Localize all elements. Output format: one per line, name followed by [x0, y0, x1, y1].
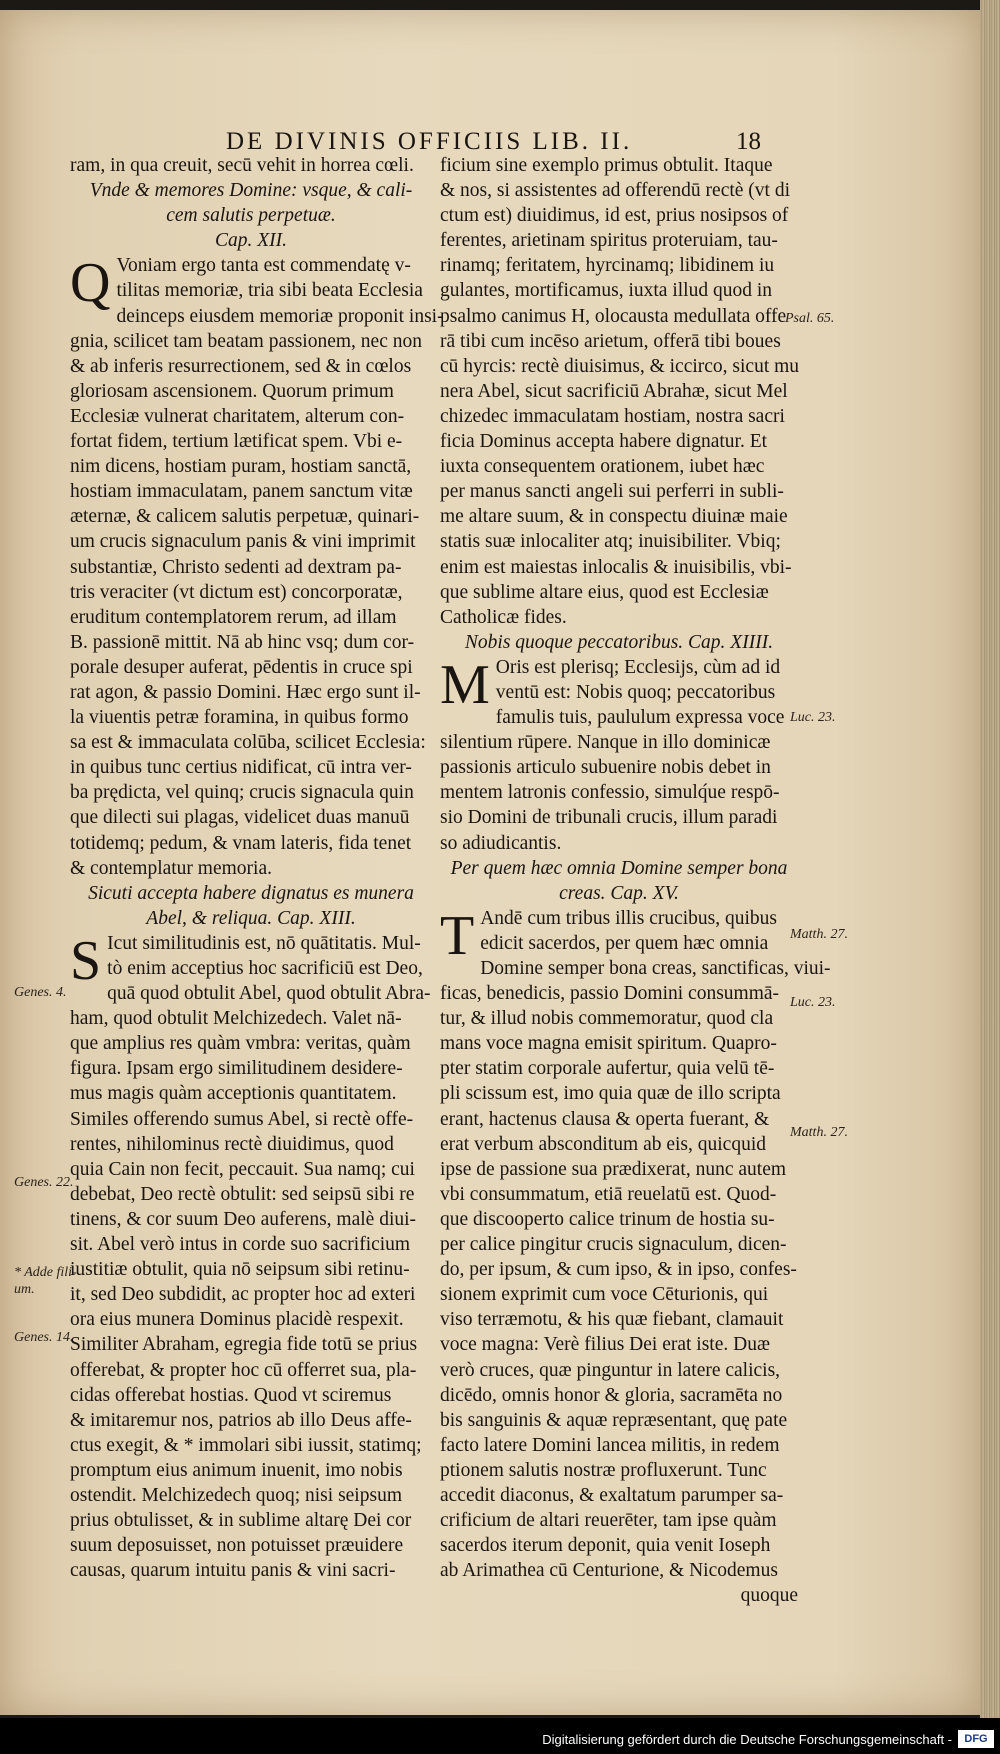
line-text: nera Abel, sicut sacrificiū Abrahæ, sicut Mel [440, 380, 788, 402]
line-text: dicēdo, omnis honor & gloria, sacramēta no [440, 1384, 783, 1406]
line-text: la viuentis petræ foramina, in quibus formo [70, 707, 409, 729]
line-text: iuxta consequentem orationem, iubet hæc [440, 456, 765, 478]
text-line [70, 304, 444, 329]
line-text: viso terræmotu, & his quæ fiebant, clamauit [440, 1309, 784, 1331]
line-text: promptum eius animum inuenit, imo nobis [70, 1459, 403, 1481]
line-text: gnia, scilicet tam beatam passionem, nec non [70, 330, 422, 352]
line-text: facto latere Domini lancea militis, in redem [440, 1434, 780, 1456]
line-text: so adiudicantis. [440, 832, 562, 854]
line-text: gulantes, mortificamus, iuxta illud quod in [440, 280, 772, 302]
margin-note-luke: Luc. 23. [790, 710, 836, 725]
line-text: ram, in qua creuit, secū vehit in horrea cœli. [70, 155, 414, 176]
line-text: ctum est) diuidimus, id est, prius nosipsos of [440, 205, 789, 227]
line-text: substantiæ, Christo sedenti ad dextram pa- [70, 556, 402, 578]
text-line [70, 404, 432, 429]
dfg-logo: DFG [958, 1730, 994, 1748]
line-text: tur, & illud nobis commemoratur, quod cla [440, 1008, 774, 1030]
line-text: me altare suum, & in conspectu diuinæ maie [440, 506, 788, 528]
text-line [440, 1408, 798, 1433]
margin-note-genesis-2: Genes. 22. [14, 1175, 74, 1190]
text-line [440, 1383, 798, 1408]
line-text: voce magna: Verè filius Dei erat iste. Duæ [440, 1334, 770, 1356]
line-text: mentem latronis confessio, simulq́ue respō- [440, 782, 780, 804]
text-line [70, 981, 432, 1006]
drop-initial: M [440, 653, 490, 716]
page-number: 18 [736, 128, 761, 155]
text-line [70, 1508, 432, 1533]
line-text: B. passionē mittit. Nā ab hinc vsq; dum cor- [70, 631, 415, 653]
line-text: causas, quarum intuitu panis & vini sacri- [70, 1560, 396, 1582]
line-text: quā quod obtulit Abel, quod obtulit Abra- [107, 983, 431, 1005]
text-line [440, 278, 798, 303]
text-line [440, 1207, 798, 1232]
text-line [70, 1383, 432, 1408]
text-line [440, 805, 798, 830]
text-line [440, 379, 798, 404]
line-text: ptionem salutis nostræ profluxerunt. Tunc [440, 1459, 767, 1481]
text-line [70, 1458, 432, 1483]
text-line [440, 705, 798, 730]
line-text: nim dicens, hostiam puram, hostiam sanctā, [70, 456, 412, 478]
text-line [440, 605, 798, 630]
text-line [70, 1056, 432, 1081]
line-text: sit. Abel verò intus in corde suo sacrificium [70, 1234, 411, 1256]
text-line [440, 1433, 798, 1458]
line-text: que sublime altare eius, quod est Ecclesiæ [440, 581, 769, 603]
line-text: ficas, benedicis, passio Domini consummā- [440, 983, 780, 1005]
line-text: Oris est plerisq; Ecclesijs, cùm ad id [495, 656, 781, 678]
line-text: ficia Dominus accepta habere dignatur. Et [440, 431, 768, 453]
line-text: & ab inferis resurrectionem, sed & in cœlos [70, 355, 412, 377]
text-line [440, 831, 798, 856]
line-text: Sicuti accepta habere dignatus es munera [88, 882, 414, 904]
line-text: quoque [740, 1585, 798, 1607]
text-line [70, 1232, 432, 1257]
line-text: sa est & immaculata colūba, scilicet Ecclesia: [70, 732, 426, 754]
line-text: offerebat, & propter hoc cū offerret sua, pla- [70, 1359, 417, 1381]
line-text: vbi consummatum, etiā reuelatū est. Quod- [440, 1183, 777, 1205]
line-text: Domine semper bona creas, sanctificas, viui- [480, 958, 831, 979]
text-line [70, 1483, 432, 1508]
text-line [440, 1558, 798, 1583]
line-text: rā tibi cum incēso arietum, offerā tibi boues [440, 330, 781, 352]
text-line [70, 605, 432, 630]
text-line [70, 655, 432, 680]
margin-note-matthew-2: Matth. 27. [790, 1125, 848, 1140]
line-text: sio Domini de tribunali crucis, illum paradi [440, 807, 778, 829]
margin-note-psalm: Psal. 65. [785, 311, 835, 326]
text-line [440, 1583, 798, 1608]
text-line [70, 1031, 432, 1056]
line-text: sacerdos iterum deponit, quia venit Ioseph [440, 1535, 771, 1557]
line-text: æternæ, & calicem salutis perpetuæ, quinari- [70, 506, 420, 528]
text-line [70, 805, 432, 830]
line-text: figura. Ipsam ergo similitudinem desidere- [70, 1058, 403, 1080]
text-line [70, 1081, 432, 1106]
line-text: rinamq; feritatem, hyrcinamq; libidinem iu [440, 255, 775, 277]
line-text: ventū est: Nobis quoq; peccatoribus [495, 681, 776, 703]
text-line [440, 956, 831, 981]
text-line [440, 1081, 798, 1106]
text-line [70, 555, 432, 580]
line-text: gloriosam ascensionem. Quorum primum [70, 380, 394, 402]
text-line [70, 379, 432, 404]
text-line [440, 203, 798, 228]
line-text: totidemq; pedum, & vnam lateris, fida tenet [70, 832, 412, 854]
line-text: Andē cum tribus illis crucibus, quibus [480, 907, 778, 929]
text-line [440, 981, 798, 1006]
line-text: it, sed Deo subdidit, ac propter hoc ad exteri [70, 1284, 416, 1306]
line-text: um crucis signaculum panis & vini imprimit [70, 531, 416, 553]
line-text: Icut similitudinis est, nō quātitatis. Mul- [107, 932, 421, 954]
line-text: rentes, nihilominus rectè diuidimus, quod [70, 1133, 394, 1155]
line-text: mus magis quàm acceptionis quantitatem. [70, 1083, 397, 1105]
text-line [70, 329, 432, 354]
text-line [70, 1358, 432, 1383]
line-text: ostendit. Melchizedech quoq; nisi seipsum [70, 1484, 402, 1506]
text-line [440, 304, 798, 329]
text-line [440, 881, 798, 906]
line-text: Per quem hæc omnia Domine semper bona [450, 857, 788, 879]
line-text: passionis articulo subuenire nobis debet in [440, 757, 771, 779]
text-line [440, 1533, 798, 1558]
text-line [70, 630, 432, 655]
left-column [70, 153, 444, 1583]
line-text: hostiam immaculatam, panem sanctum vitæ [70, 481, 413, 503]
text-line [440, 153, 798, 178]
text-line [70, 153, 432, 178]
line-text: deinceps eiusdem memoriæ proponit insi- [116, 305, 444, 327]
line-text: & contemplatur memoria. [70, 857, 272, 879]
text-line [70, 831, 432, 856]
line-text: statis suæ inlocaliter atq; inuisibiliter. Vbiq; [440, 531, 781, 553]
text-line [440, 755, 798, 780]
text-line [70, 956, 432, 981]
line-text: creas. Cap. XV. [559, 882, 679, 904]
line-text: iustitiæ obtulit, quia nō seipsum sibi retinu- [70, 1259, 410, 1281]
line-text: sionem exprimit cum voce Cēturionis, qui [440, 1284, 769, 1306]
footer-bar [0, 1718, 1000, 1754]
line-text: per calice pingitur crucis signaculum, dicen- [440, 1234, 787, 1256]
line-text: fortat fidem, tertium lætificat spem. Vbi e- [70, 431, 403, 453]
line-text: & nos, si assistentes ad offerendū rectè (vt di [440, 180, 791, 202]
text-line [70, 1558, 432, 1583]
text-line [70, 1132, 432, 1157]
line-text: chizedec immaculatam hostiam, nostra sacri [440, 405, 785, 427]
text-line [440, 404, 798, 429]
funding-credit: Digitalisierung gefördert durch die Deutsche Forschungsgemeinschaft - [542, 1732, 952, 1747]
line-text: que amplius res quàm vmbra: veritas, quàm [70, 1033, 411, 1055]
text-line [70, 856, 432, 881]
text-line [440, 1132, 798, 1157]
line-text: erat verbum absconditum ab eis, quicquid [440, 1133, 766, 1155]
margin-note-adde-filium-2: um. [14, 1282, 35, 1297]
drop-initial: Q [70, 252, 111, 315]
text-line [440, 1307, 798, 1332]
line-text: famulis tuis, paululum expressa voce [495, 707, 785, 729]
line-text: Cap. XII. [214, 230, 288, 252]
line-text: accedit diaconus, & exaltatum parumper sa- [440, 1484, 784, 1506]
line-text: que discooperto calice trinum de hostia su- [440, 1208, 775, 1230]
line-text: quia Cain non fecit, peccauit. Sua namq; cui [70, 1158, 415, 1180]
text-line [70, 178, 432, 203]
line-text: ba prędicta, vel quinq; crucis signacula quin [70, 782, 414, 804]
text-line [70, 203, 432, 228]
text-line [70, 1282, 432, 1307]
text-line [440, 555, 798, 580]
margin-note-matthew: Matth. 27. [790, 927, 848, 942]
line-text: & imitaremur nos, patrios ab illo Deus affe- [70, 1409, 412, 1431]
line-text: crificium de altari reuerēter, tam ipse quàm [440, 1510, 777, 1532]
text-line [440, 1006, 798, 1031]
line-text: tilitas memoriæ, tria sibi beata Ecclesia [116, 280, 423, 302]
line-text: Nobis quoque peccatoribus. Cap. XIIII. [464, 631, 774, 653]
text-line [70, 680, 432, 705]
text-line [440, 1282, 798, 1307]
text-line [70, 1107, 432, 1132]
drop-initial: T [440, 904, 475, 967]
text-line [70, 1433, 432, 1458]
text-line [70, 354, 432, 379]
text-line [70, 278, 432, 303]
text-line [440, 1056, 798, 1081]
book-page [0, 10, 980, 1715]
line-text: ipse de passione sua prædixerat, nunc autem [440, 1158, 787, 1180]
text-line [440, 253, 798, 278]
text-line [440, 730, 798, 755]
text-line [70, 1533, 432, 1558]
line-text: ferentes, arietinam spiritus proteruiam, tau- [440, 230, 778, 252]
text-line [440, 1157, 798, 1182]
line-text: eruditum contemplatorem rerum, ad illam [70, 606, 397, 628]
line-text: porale desuper auferat, pēdentis in cruce spi [70, 656, 413, 678]
text-line [70, 454, 432, 479]
text-line [440, 454, 798, 479]
line-text: Voniam ergo tanta est commendatę v- [116, 255, 411, 277]
line-text: pter statim corporale aufertur, quia velū tē- [440, 1058, 775, 1080]
line-text: Similiter Abraham, egregia fide totū se prius [70, 1334, 418, 1356]
line-text: psalmo canimus H, olocausta medullata offe [440, 305, 787, 327]
text-line [440, 1257, 798, 1282]
text-line [70, 228, 432, 253]
line-text: cū hyrcis: rectè diuisimus, & iccirco, sicut mu [440, 355, 800, 377]
text-line [70, 1006, 432, 1031]
text-line [70, 1408, 432, 1433]
text-line [70, 755, 432, 780]
line-text: per manus sancti angeli sui perferri in subli- [440, 481, 784, 503]
text-line [70, 580, 432, 605]
line-text: Vnde & memores Domine: vsque, & cali- [89, 180, 413, 202]
line-text: in quibus tunc certius nidificat, cū intra ver- [70, 757, 412, 779]
text-line [440, 680, 798, 705]
text-line [70, 1257, 432, 1282]
text-line [440, 329, 798, 354]
margin-note-adde-filium: * Adde fili- [14, 1265, 77, 1280]
margin-note-luke-2: Luc. 23. [790, 995, 836, 1010]
line-text: tinens, & cor suum Deo auferens, malè diui- [70, 1208, 417, 1230]
text-line [70, 1182, 432, 1207]
line-text: edicit sacerdos, per quem hæc omnia [480, 932, 769, 954]
line-text: Ecclesiæ vulnerat charitatem, alterum con- [70, 405, 405, 427]
line-text: suum deposuisset, non potuisset præuidere [70, 1535, 404, 1557]
text-line [70, 730, 432, 755]
text-line [70, 1207, 432, 1232]
line-text: cem salutis perpetuæ. [166, 205, 336, 227]
margin-note-genesis: Genes. 4. [14, 985, 67, 1000]
text-line [440, 1031, 798, 1056]
text-line [440, 1182, 798, 1207]
line-text: mans voce magna emisit spiritum. Quapro- [440, 1033, 777, 1055]
text-line [440, 1358, 798, 1383]
text-line [440, 1483, 798, 1508]
text-line [440, 780, 798, 805]
text-line [440, 504, 798, 529]
text-line [70, 1307, 432, 1332]
text-line [70, 1157, 432, 1182]
line-text: Catholicæ fides. [440, 606, 567, 628]
text-line [440, 228, 798, 253]
line-text: cidas offerebat hostias. Quod vt sciremus [70, 1384, 392, 1406]
text-line [440, 354, 798, 379]
text-line [440, 1232, 798, 1257]
text-line [70, 705, 432, 730]
line-text: do, per ipsum, & cum ipso, & in ipso, confes- [440, 1259, 797, 1281]
text-line [70, 529, 432, 554]
line-text: bis sanguinis & aquæ repræsentant, quę pate [440, 1409, 788, 1431]
text-line [440, 931, 798, 956]
text-line [70, 906, 432, 931]
drop-initial: S [70, 929, 102, 992]
line-text: enim est maiestas inlocalis & inuisibilis, vbi- [440, 556, 792, 578]
line-text: Abel, & reliqua. Cap. XIII. [146, 907, 356, 929]
text-line [440, 1107, 798, 1132]
line-text: que dilecti sui plagas, videlicet duas manuū [70, 807, 410, 829]
margin-note-genesis-3: Genes. 14. [14, 1330, 74, 1345]
text-line [440, 856, 798, 881]
text-line [440, 630, 798, 655]
text-line [440, 429, 798, 454]
text-line [440, 529, 798, 554]
running-title: DE DIVINIS OFFICIIS LIB. II. [226, 128, 633, 155]
line-text: debebat, Deo rectè obtulit: sed seipsū sibi re [70, 1183, 415, 1205]
page-edge-stack [980, 0, 1000, 1754]
line-text: verò cruces, quæ pinguntur in latere calicis, [440, 1359, 781, 1381]
line-text: pli scissum est, imo quia quæ de illo scripta [440, 1083, 781, 1105]
line-text: tò enim acceptius hoc sacrificiū est Deo, [107, 958, 423, 979]
text-line [70, 881, 432, 906]
line-text: ora eius munera Dominus placidè respexit. [70, 1309, 404, 1331]
line-text: rat agon, & passio Domini. Hæc ergo sunt il- [70, 681, 421, 703]
line-text: prius obtulisset, & in sublime altarę Dei cor [70, 1510, 412, 1532]
text-line [440, 1458, 798, 1483]
line-text: erant, hactenus clausa & operta fuerant, & [440, 1108, 770, 1130]
text-line [70, 780, 432, 805]
text-line [440, 178, 798, 203]
line-text: ficium sine exemplo primus obtulit. Itaque [440, 155, 773, 176]
line-text: ham, quod obtulit Melchizedech. Valet nā- [70, 1008, 402, 1030]
text-line [70, 429, 432, 454]
line-text: silentium rūpere. Nanque in illo dominicæ [440, 732, 771, 754]
line-text: tris veraciter (vt dictum est) concorporatæ, [70, 581, 403, 603]
line-text: ctus exegit, & * immolari sibi iussit, statimq; [70, 1434, 422, 1456]
text-line [70, 1332, 432, 1357]
text-line [70, 479, 432, 504]
text-line [440, 580, 798, 605]
text-line [70, 504, 432, 529]
text-line [440, 1332, 798, 1357]
line-text: ab Arimathea cū Centurione, & Nicodemus [440, 1560, 778, 1582]
text-line [440, 479, 798, 504]
line-text: Similes offerendo sumus Abel, si rectè offe- [70, 1108, 414, 1130]
text-line [440, 1508, 798, 1533]
